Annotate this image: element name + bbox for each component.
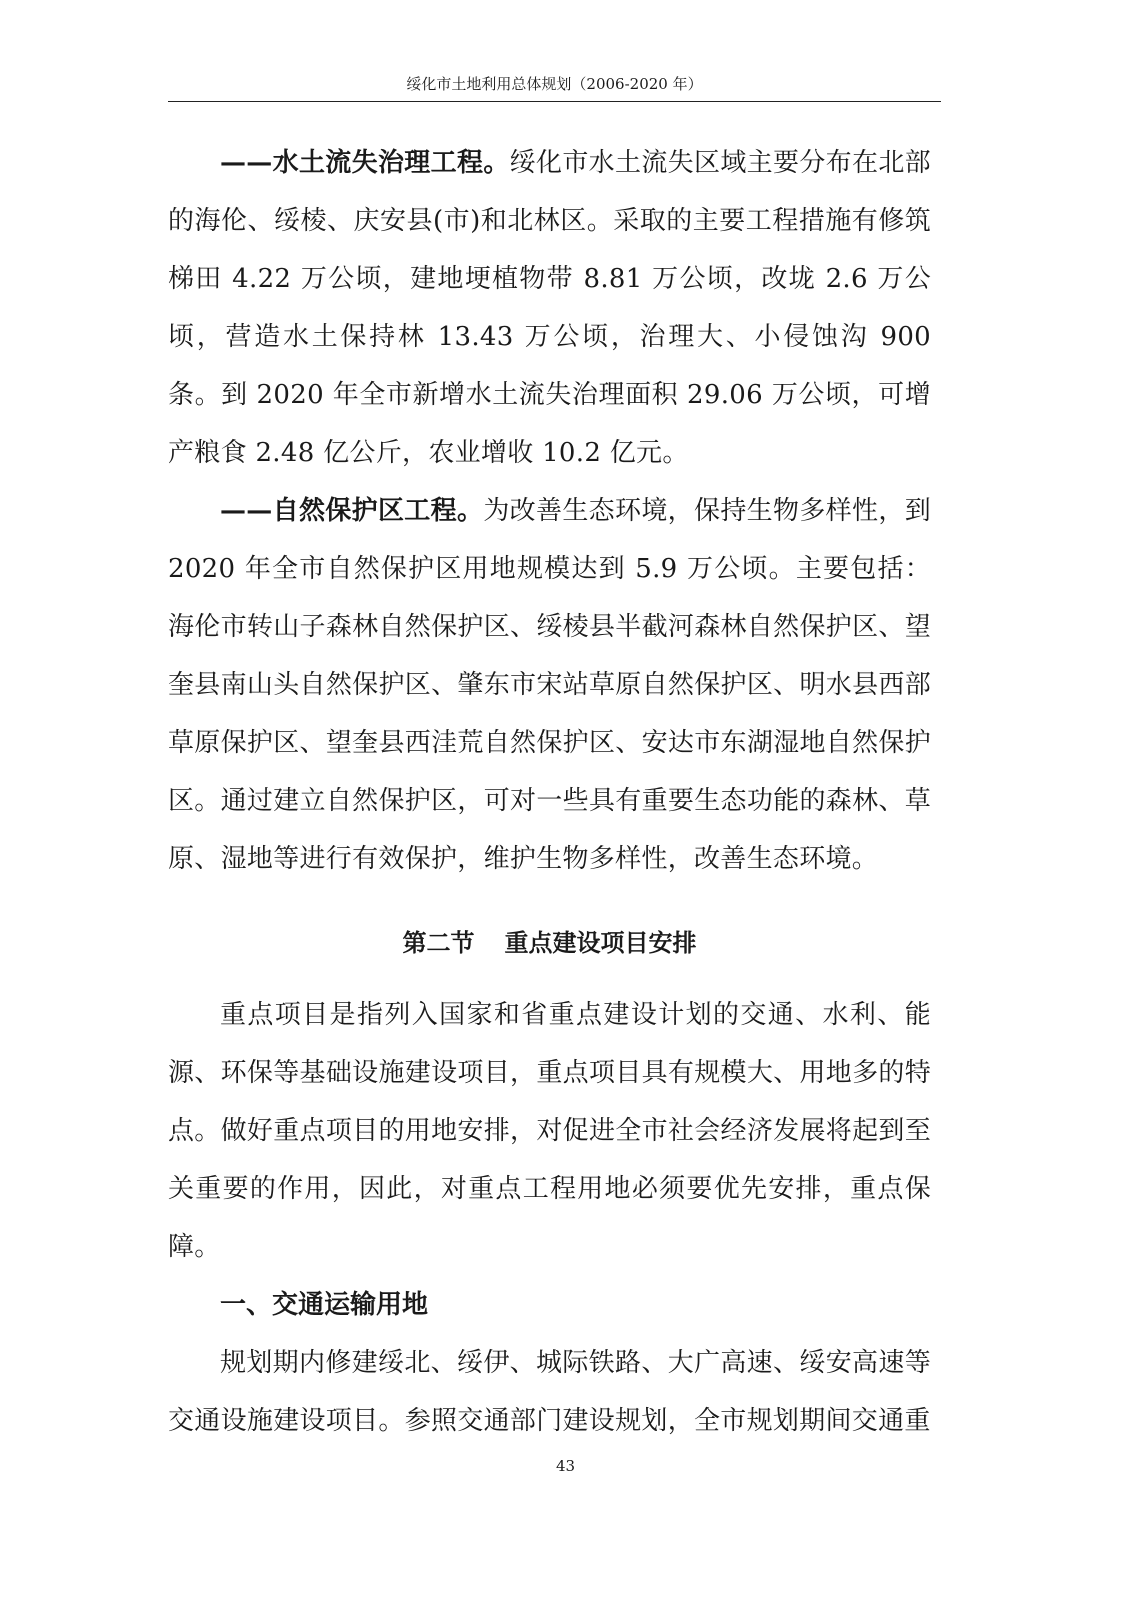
section-number: 第二节 <box>402 928 475 957</box>
section-heading <box>168 914 931 972</box>
page-body <box>168 134 931 1450</box>
running-header: 绥化市土地利用总体规划（2006-2020 年） <box>406 75 703 93</box>
paragraph-transport: 规划期内修建绥北、绥伊、城际铁路、大广高速、绥安高速等交通设施建设项目。参照交通部门建设规划，全市规划期间交通重 <box>168 1348 931 1436</box>
paragraph-text-nature-reserve: 为改善生态环境，保持生物多样性，到 2020 年全市自然保护区用地规模达到 5.9 万公顷。主要包括：海伦市转山子森林自然保护区、绥棱县半截河森林自然保护区、望奎县南山头自然保护区、肇东市宋站草原自然保护区、明水县西部草原保护区、望奎县西洼荒自然保护区、安达市东湖湿地自然保护区。通过建立自然保护区，可对一些具有重要生态功能的森林、草原、湿地等进行有效保护，维护生物多样性，改善生态环境。 <box>168 496 931 874</box>
paragraph-lead-nature-reserve: ——自然保护区工程。 <box>220 496 484 526</box>
paragraph-soil-erosion <box>168 134 931 482</box>
paragraph-nature-reserve <box>168 482 931 888</box>
page-number: 43 <box>555 1457 576 1475</box>
paragraph-lead-soil-erosion: ——水土流失治理工程。 <box>220 148 510 178</box>
section-title: 重点建设项目安排 <box>504 928 697 957</box>
subheading-transport: 一、交通运输用地 <box>220 1290 429 1320</box>
paragraph-key-projects: 重点项目是指列入国家和省重点建设计划的交通、水利、能源、环保等基础设施建设项目，重点项目具有规模大、用地多的特点。做好重点项目的用地安排，对促进全市社会经济发展将起到至关重要的作用，因此，对重点工程用地必须要优先安排，重点保障。 <box>168 1000 931 1262</box>
paragraph-text-soil-erosion: 绥化市水土流失区域主要分布在北部的海伦、绥棱、庆安县(市)和北林区。采取的主要工程措施有修筑梯田 4.22 万公顷，建地埂植物带 8.81 万公顷，改垅 2.6 万公顷，营造水土保持林 13.43 万公顷，治理大、小侵蚀沟 900 条。到 2020 年全市新增水土流失治理面积 29.06 万公顷，可增产粮食 2.48 亿公斤，农业增收 10.2 亿元。 <box>168 148 931 468</box>
header-rule <box>168 101 941 102</box>
